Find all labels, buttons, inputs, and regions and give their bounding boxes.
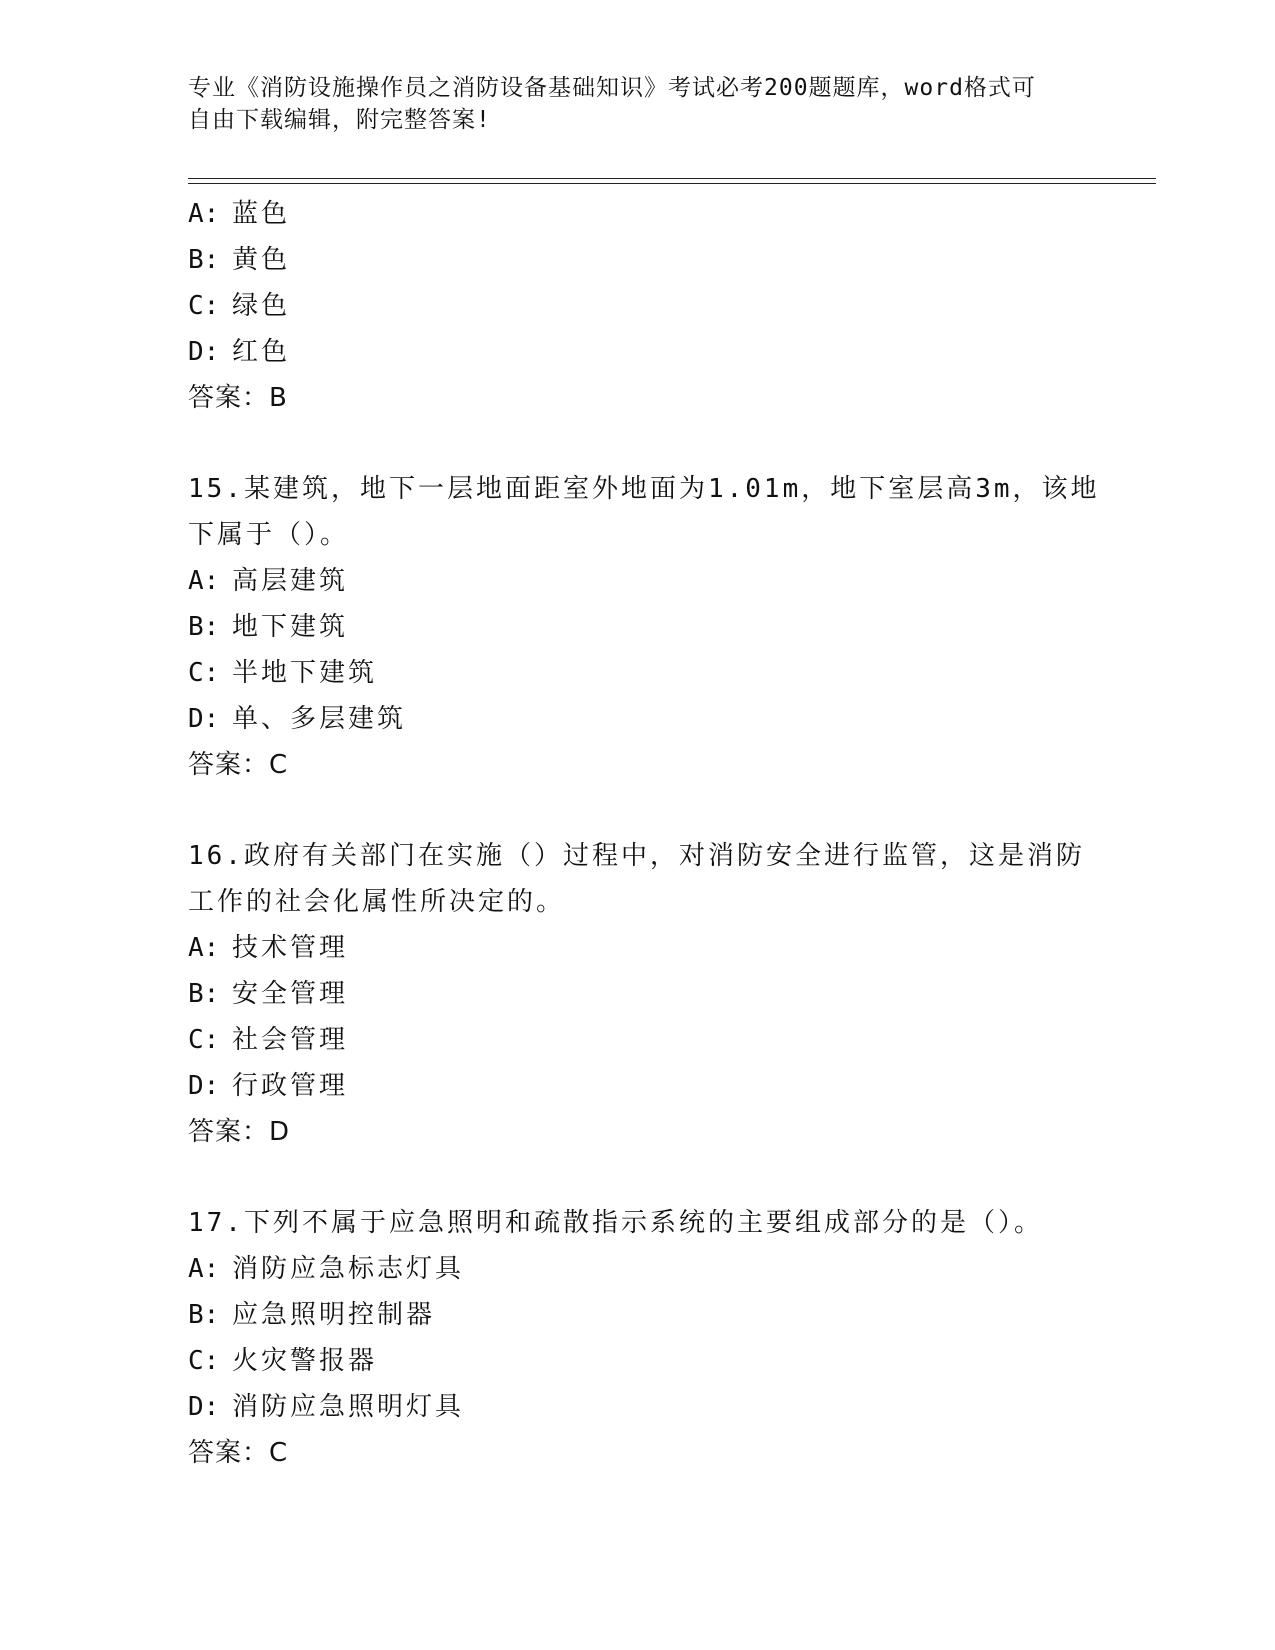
q14-option-c: C: 绿色 bbox=[188, 291, 291, 321]
q15-option-b: B: 地下建筑 bbox=[188, 612, 349, 642]
q17-option-a: A: 消防应急标志灯具 bbox=[188, 1254, 465, 1284]
q15-answer: 答案：C bbox=[188, 750, 289, 780]
q14-option-b: B: 黄色 bbox=[188, 245, 291, 275]
q16-stem-line-2: 工作的社会化属性所决定的。 bbox=[188, 887, 566, 917]
q14-option-a: A: 蓝色 bbox=[188, 199, 291, 229]
q17-stem-line-1: 17.下列不属于应急照明和疏散指示系统的主要组成部分的是（）。 bbox=[188, 1208, 1043, 1238]
q14-answer: 答案：B bbox=[188, 383, 288, 413]
q17-option-c: C: 火灾警报器 bbox=[188, 1346, 378, 1376]
q17-answer: 答案：C bbox=[188, 1438, 289, 1468]
q15-option-c: C: 半地下建筑 bbox=[188, 658, 378, 688]
header-divider-bottom bbox=[188, 183, 1156, 184]
q16-answer: 答案：D bbox=[188, 1117, 291, 1147]
header-line-1: 专业《消防设施操作员之消防设备基础知识》考试必考200题题库，word格式可 bbox=[188, 75, 1036, 101]
document-header bbox=[188, 72, 1068, 136]
header-line-2: 自由下载编辑，附完整答案! bbox=[188, 107, 491, 133]
q16-option-c: C: 社会管理 bbox=[188, 1025, 349, 1055]
q14-option-d: D: 红色 bbox=[188, 337, 291, 367]
q15-option-a: A: 高层建筑 bbox=[188, 566, 349, 596]
q16-option-a: A: 技术管理 bbox=[188, 933, 349, 963]
q15-stem-line-1: 15.某建筑，地下一层地面距室外地面为1.01m，地下室层高3m，该地 bbox=[188, 474, 1100, 504]
q17-option-d: D: 消防应急照明灯具 bbox=[188, 1392, 465, 1422]
q16-stem-line-1: 16.政府有关部门在实施（）过程中，对消防安全进行监管，这是消防 bbox=[188, 841, 1085, 871]
q15-option-d: D: 单、多层建筑 bbox=[188, 704, 407, 734]
q16-option-d: D: 行政管理 bbox=[188, 1071, 349, 1101]
q17-option-b: B: 应急照明控制器 bbox=[188, 1300, 436, 1330]
q16-option-b: B: 安全管理 bbox=[188, 979, 349, 1009]
header-divider-top bbox=[188, 178, 1156, 179]
q15-stem-line-2: 下属于（）。 bbox=[188, 520, 350, 550]
